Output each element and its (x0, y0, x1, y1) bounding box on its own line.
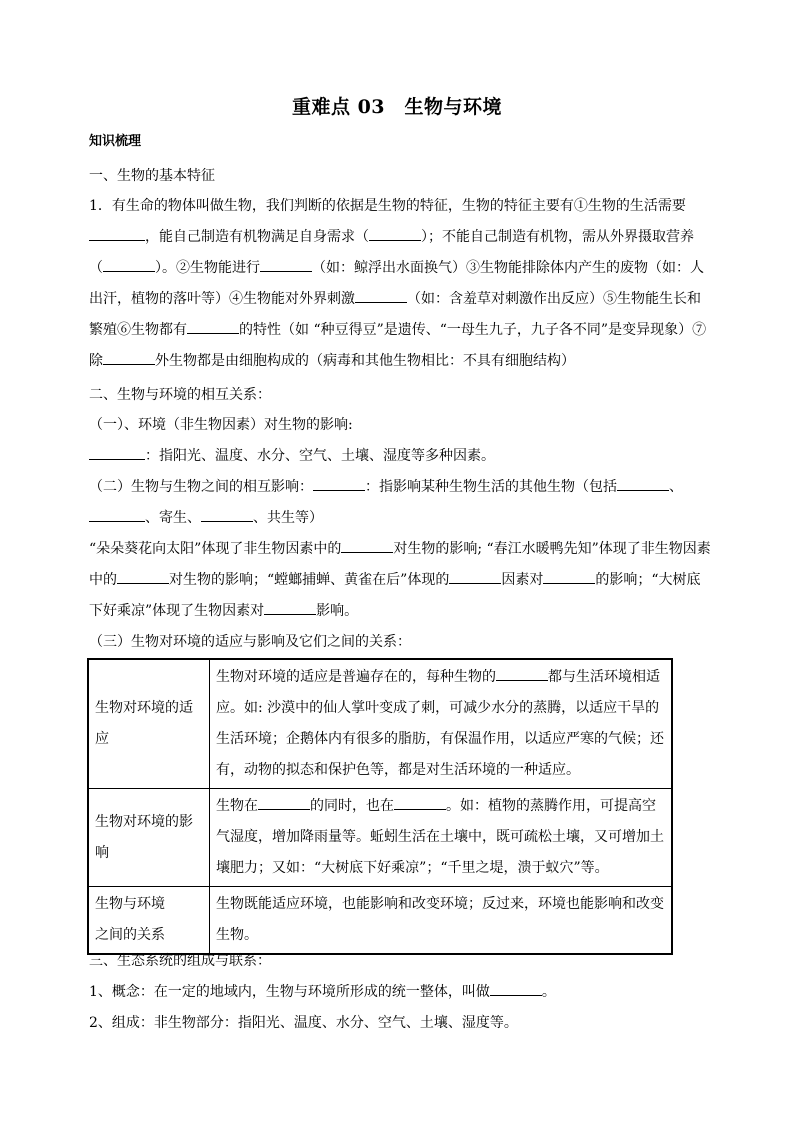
fill-blank[interactable] (355, 288, 407, 303)
table-row (88, 789, 672, 887)
fill-blank[interactable] (313, 476, 365, 491)
fill-blank[interactable] (187, 319, 239, 334)
section-label: 知识梳理 (89, 134, 142, 149)
table-row-header: 生物对环境的影响 (88, 789, 210, 887)
heading-ecosystem: 三、生态系统的组成与联系： (89, 953, 271, 969)
fill-blank[interactable] (449, 569, 501, 584)
fill-blank[interactable] (201, 507, 253, 522)
fill-blank[interactable] (490, 981, 542, 996)
page-title: 重难点 03 生物与环境 (291, 96, 503, 118)
paragraph-ecosystem: 三、生态系统的组成与联系： 1、概念：在一定的地域内，生物与环境所形成的统一整体，叫做 。 2、组成：非生物部分：指阳光、温度、水分、空气、土壤、湿度等。 (89, 953, 556, 1031)
fill-blank[interactable] (496, 666, 548, 681)
fill-blank[interactable] (543, 569, 595, 584)
fill-blank[interactable] (103, 257, 155, 272)
table-row (88, 887, 672, 955)
fill-blank[interactable] (341, 538, 393, 553)
fill-blank[interactable] (103, 350, 155, 365)
table-row-header: 生物与环境 之间的关系 (88, 887, 210, 955)
fill-blank[interactable] (260, 257, 312, 272)
paragraph-features: 1．有生命的物体叫做生物，我们判断的依据是生物的特征，生物的特征主要有①生物的生活需要 ，能自己制造有机物满足自身需求（ ）；不能自己制造有机物，需从外界摄取营养 （ ）。②生物能进行 （如：鲸浮出水面换气）③生物能排除体内产生的废物（如：人 出汗，植物的落叶等）④生物能对外界刺激 （如：含羞草对刺激作出反应）⑤生物能生长和 繁殖⑥生物都有 的特性（如 “种豆得豆”是遗传、“一母生九子，九子各不同”是变异现象）⑦ 除 外生物都是由细胞构成的（病毒和其他生物相比：不具有细胞结构） (89, 198, 707, 369)
table-cell: 生物在 的同时，也在 。如：植物的蒸腾作用，可提高空气湿度，增加降雨量等。蚯蚓生活在土壤中，既可疏松土壤，又可增加土壤肥力；又如：“大树底下好乘凉”；“千里之堤，溃于蚁穴”等。 (210, 789, 673, 887)
heading-basic-features: 一、生物的基本特征 (89, 168, 215, 184)
fill-blank[interactable] (89, 507, 145, 522)
fill-blank[interactable] (394, 795, 446, 810)
fill-blank[interactable] (369, 226, 421, 241)
fill-blank[interactable] (89, 445, 145, 460)
paragraph-relationship: （一）、环境（非生物因素）对生物的影响: ：指阳光、温度、水分、空气、土壤、湿度等多种因素。 （二）生物与生物之间的相互影响： ：指影响某种生物生活的其他生物（包括 、 、寄生、 、共生等） “朵朵葵花向太阳”体现了非生物因素中的 对生物的影响; “春江水暖鸭先知”体现了非生物因素 中的 对生物的影响；“螳螂捕蝉、黄雀在后”体现的 因素对 的影响；“大树底 下好乘凉”体现了生物因素对 影响。 （三）生物对环境的适应与影响及它们之间的关系： (89, 417, 711, 650)
heading-relationship: 二、生物与环境的相互关系： (89, 387, 271, 403)
fill-blank[interactable] (89, 226, 145, 241)
fill-blank[interactable] (617, 476, 669, 491)
table-cell: 生物既能适应环境，也能影响和改变环境；反过来，环境也能影响和改变生物。 (210, 887, 673, 955)
table-row (88, 659, 672, 789)
fill-blank[interactable] (258, 795, 310, 810)
fill-blank[interactable] (117, 569, 169, 584)
table-cell: 生物对环境的适应是普遍存在的，每种生物的 都与生活环境相适应。如: 沙漠中的仙人掌叶变成了刺，可减少水分的蒸腾，以适应干旱的生活环境；企鹅体内有很多的脂肪，有保温作用，以适应严寒的气候；还有，动物的拟态和保护色等，都是对生活环境的一种适应。 (210, 659, 673, 789)
table-row-header: 生物对环境的适应 (88, 659, 210, 789)
fill-blank[interactable] (264, 600, 316, 615)
adaptation-table (87, 658, 673, 955)
